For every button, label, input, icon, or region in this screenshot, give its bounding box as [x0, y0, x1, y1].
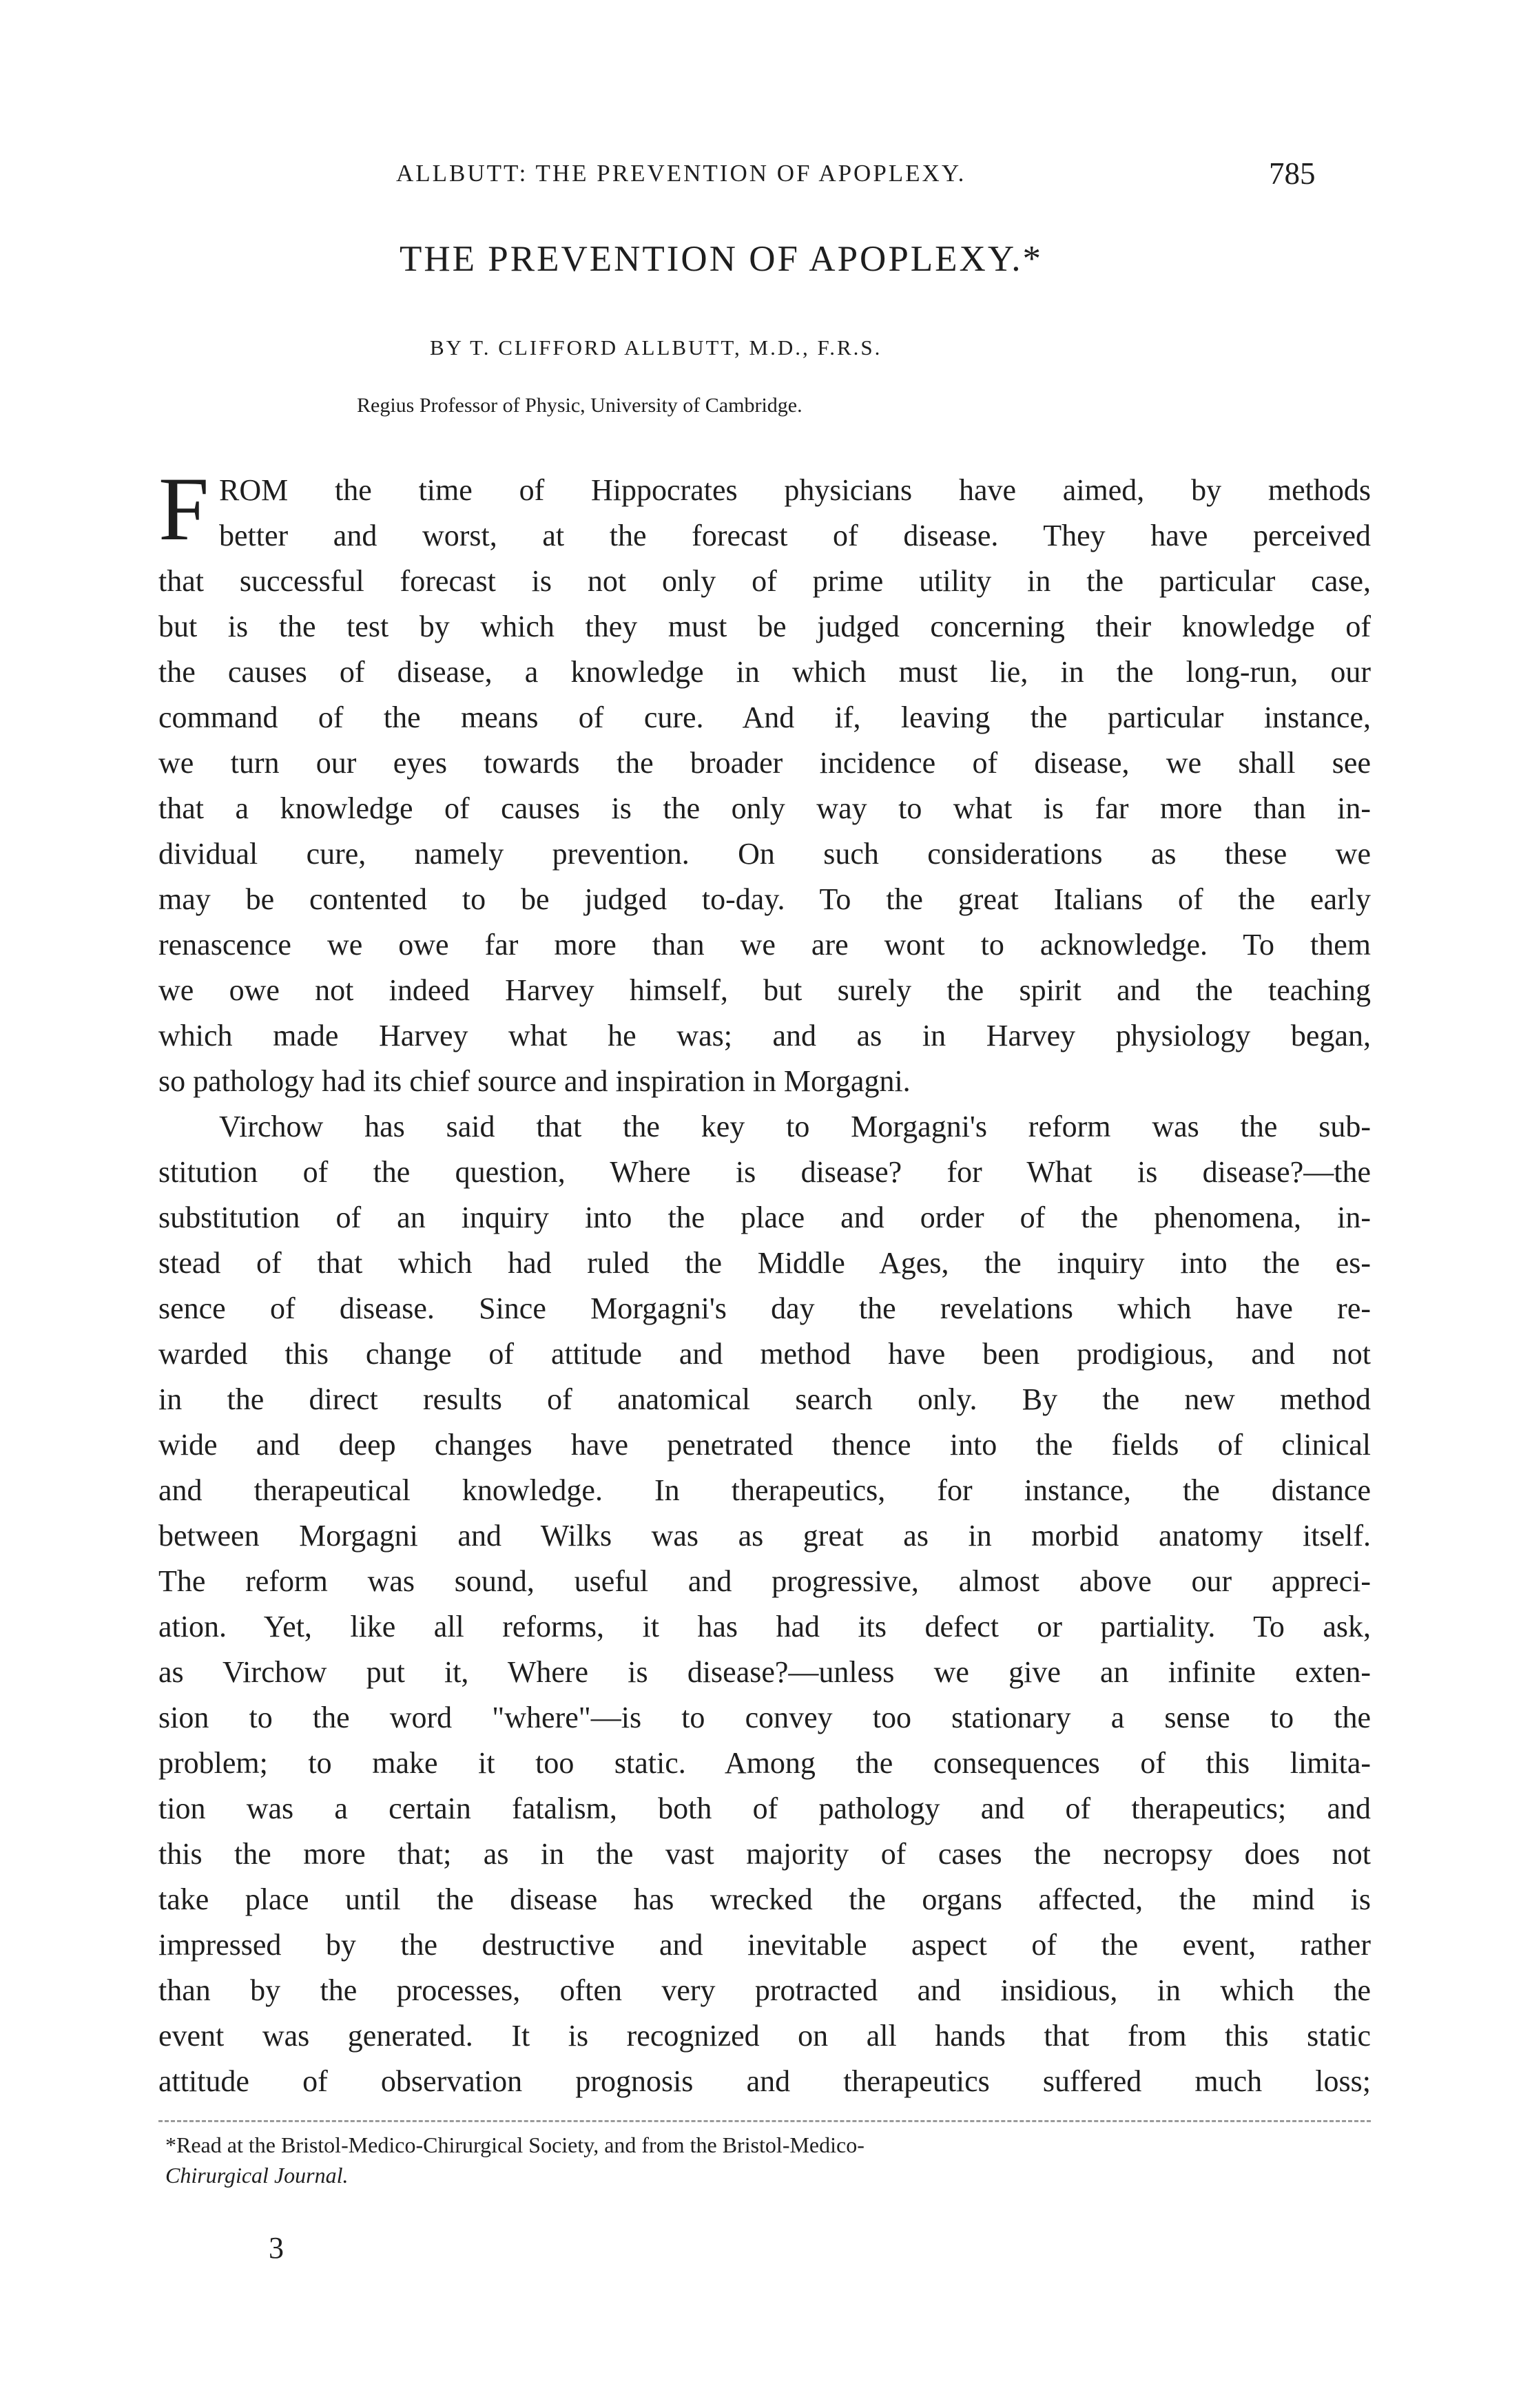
text-line: renascence we owe far more than we are wont to acknowledge. To them [158, 928, 1371, 962]
text-line: sion to the word "where"—is to convey too stationary a sense to the [158, 1701, 1371, 1734]
running-head: ALLBUTT: THE PREVENTION OF APOPLEXY. [396, 160, 966, 187]
text-line: the causes of disease, a knowledge in which must lie, in the long-run, our [158, 655, 1371, 689]
text-line: we turn our eyes towards the broader incidence of disease, we shall see [158, 746, 1371, 780]
text-line: substitution of an inquiry into the place and order of the phenomena, in- [158, 1201, 1371, 1234]
text-line: may be contented to be judged to-day. To the great Italians of the early [158, 882, 1371, 916]
text-line: we owe not indeed Harvey himself, but surely the spirit and the teaching [158, 973, 1371, 1007]
text-line: which made Harvey what he was; and as in Harvey physiology began, [158, 1019, 1371, 1052]
text-line: this the more that; as in the vast majority of cases the necropsy does not [158, 1837, 1371, 1871]
text-line: event was generated. It is recognized on all hands that from this static [158, 2019, 1371, 2053]
text-line: as Virchow put it, Where is disease?—unless we give an infinite exten- [158, 1655, 1371, 1689]
text-line: dividual cure, namely prevention. On such considerations as these we [158, 837, 1371, 871]
text-line: in the direct results of anatomical search only. By the new method [158, 1382, 1371, 1416]
text-line: The reform was sound, useful and progressive, almost above our appreci- [158, 1564, 1371, 1598]
text-line: that a knowledge of causes is the only way to what is far more than in- [158, 791, 1371, 825]
article-title: THE PREVENTION OF APOPLEXY.* [400, 239, 1044, 279]
text-line: than by the processes, often very protracted and insidious, in which the [158, 1973, 1371, 2007]
text-line: attitude of observation prognosis and therapeutics suffered much loss; [158, 2064, 1371, 2098]
body-text [158, 458, 1371, 2104]
text-line: and therapeutical knowledge. In therapeutics, for instance, the distance [158, 1473, 1371, 1507]
text-line: problem; to make it too static. Among the consequences of this limita- [158, 1746, 1371, 1780]
text-line: command of the means of cure. And if, leaving the particular instance, [158, 700, 1371, 734]
text-line: so pathology had its chief source and inspiration in Morgagni. [158, 1064, 911, 1098]
text-line: stead of that which had ruled the Middle Ages, the inquiry into the es- [158, 1246, 1371, 1280]
byline: BY T. CLIFFORD ALLBUTT, M.D., F.R.S. [430, 335, 882, 360]
text-line: ation. Yet, like all reforms, it has had its defect or partiality. To ask, [158, 1610, 1371, 1643]
text-line: tion was a certain fatalism, both of pathology and of therapeutics; and [158, 1792, 1371, 1825]
text-line: that successful forecast is not only of prime utility in the particular case, [158, 564, 1371, 598]
affiliation: Regius Professor of Physic, University of Cambridge. [357, 394, 803, 417]
text-line: impressed by the destructive and inevitable aspect of the event, rather [158, 1928, 1371, 1962]
text-line: wide and deep changes have penetrated thence into the fields of clinical [158, 1428, 1371, 1462]
text-line: stitution of the question, Where is disease? for What is disease?—the [158, 1155, 1371, 1189]
text-line: between Morgagni and Wilks was as great as in morbid anatomy itself. [158, 1519, 1371, 1553]
footnote [165, 2130, 1371, 2190]
text-line: warded this change of attitude and method have been prodigious, and not [158, 1337, 1371, 1371]
footnote-line: *Read at the Bristol-Medico-Chirurgical Society, and from the Bristol-Medico- [165, 2132, 865, 2157]
text-line: ROM the time of Hippocrates physicians have aimed, by methods [219, 473, 1371, 507]
footnote-journal: Chirurgical Journal. [165, 2163, 349, 2188]
text-line: better and worst, at the forecast of disease. They have perceived [219, 519, 1371, 552]
text-line: Virchow has said that the key to Morgagni's reform was the sub- [219, 1110, 1371, 1143]
signature-mark: 3 [269, 2231, 284, 2265]
text-line: sence of disease. Since Morgagni's day the revelations which have re- [158, 1291, 1371, 1325]
footnote-rule [158, 2120, 1371, 2122]
text-line: but is the test by which they must be judged concerning their knowledge of [158, 610, 1371, 643]
drop-cap: F [158, 458, 209, 559]
text-line: take place until the disease has wrecked the organs affected, the mind is [158, 1882, 1371, 1916]
page-number: 785 [1269, 156, 1316, 191]
